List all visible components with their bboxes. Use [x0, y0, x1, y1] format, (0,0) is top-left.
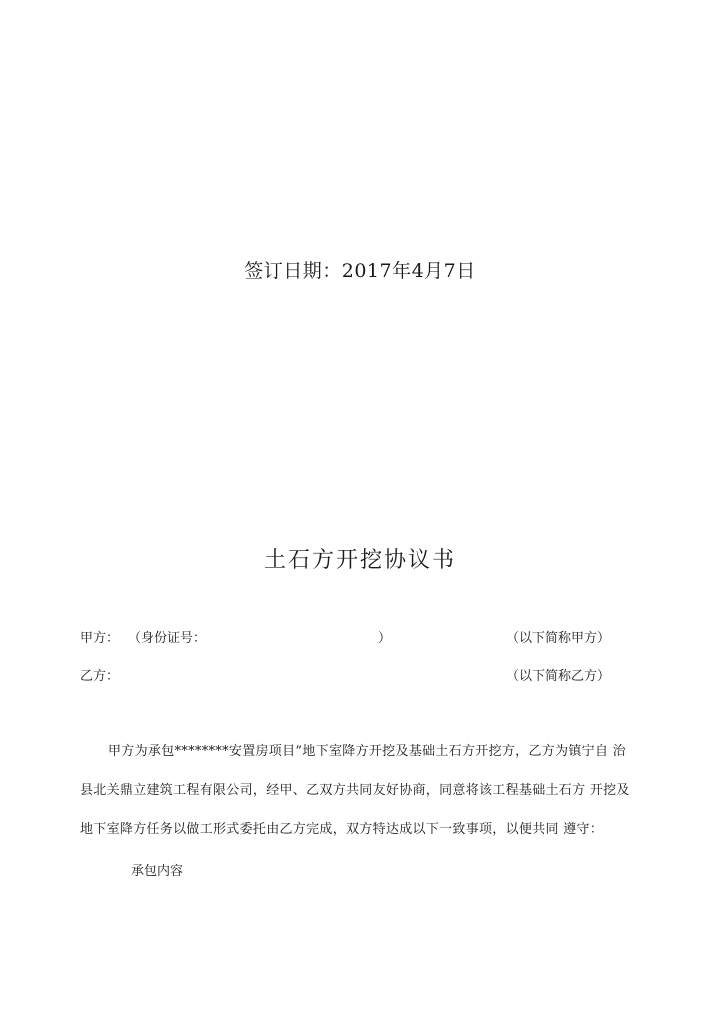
- party-b-label: 乙方：: [80, 669, 120, 684]
- document-title: 土石方开挖协议书: [263, 548, 456, 573]
- paragraph-line-3: 地下室降方任务以做工形式委托由乙方完成，双方特达成以下一致事项，以便共同 遵守：: [80, 822, 604, 837]
- section-heading: 承包内容: [131, 864, 184, 879]
- party-a-label: 甲方：: [80, 631, 120, 646]
- party-a-id-label: （身份证号：: [128, 631, 207, 646]
- party-a-id-close: ）: [378, 631, 392, 646]
- party-a-alias: （以下简称甲方）: [506, 631, 611, 646]
- paragraph-line-1: 甲方为承包********安置房项目”地下室降方开挖及基础土石方开挖方，乙方为镇宁自 治: [108, 744, 626, 759]
- paragraph-line-2: 县北关鼎立建筑工程有限公司，经甲、乙双方共同友好协商，同意将该工程基础土石方 开挖及: [80, 783, 630, 798]
- party-b-alias: （以下简称乙方）: [506, 669, 611, 684]
- sign-date: 签订日期：2017年4月7日: [244, 260, 476, 282]
